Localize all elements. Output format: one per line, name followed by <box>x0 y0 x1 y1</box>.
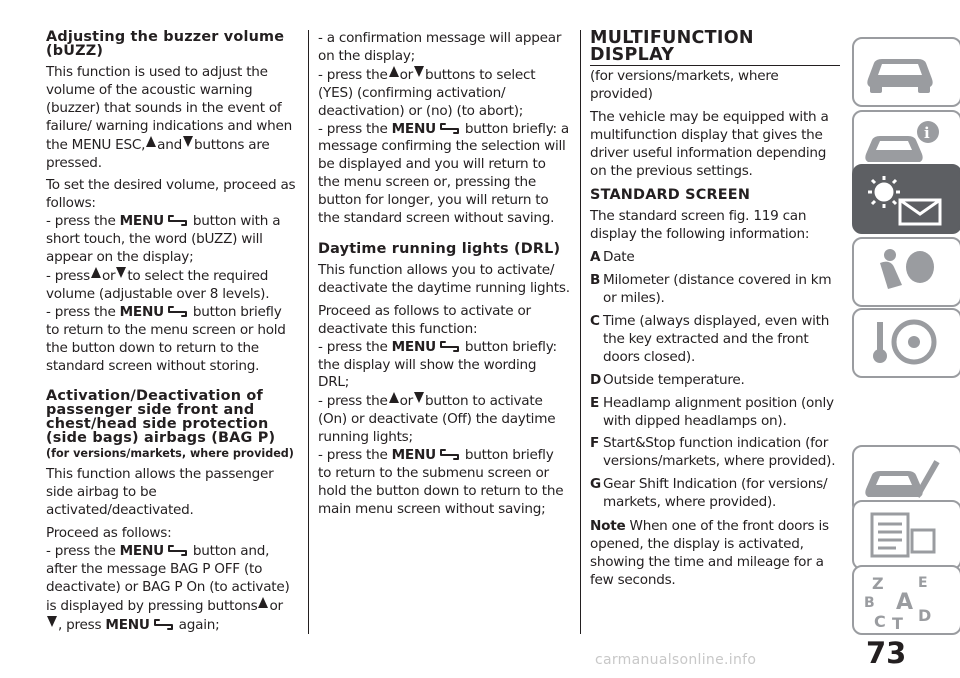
column-1 <box>46 30 298 635</box>
watermark: carmanualsonline.info <box>595 652 757 668</box>
down-arrow-icon <box>414 392 424 403</box>
note: Note When one of the front doors is opened, the display is activated, showing the time and mileage for a few seconds. <box>590 518 829 588</box>
paragraph: Proceed as follows: <box>46 525 172 542</box>
info-item <box>590 476 840 512</box>
svg-text:i: i <box>924 124 930 142</box>
step: - press the MENU button and, after the message BAG P OFF (to deactivate) or BAG P On (to activate) is displayed by pressing buttons or , press MENU again; <box>46 543 290 633</box>
item-letter: E <box>590 394 600 411</box>
up-arrow-icon <box>91 267 101 278</box>
item-text: Outside temperature. <box>603 371 745 388</box>
section-title-wrap <box>590 30 840 66</box>
tab-car-front[interactable] <box>852 37 960 107</box>
info-item <box>590 395 840 431</box>
paragraph: The standard screen fig. 119 can display the following information: <box>590 208 810 243</box>
paragraph: This function allows the passenger side airbag to be activated/deactivated. <box>46 466 274 519</box>
tab-index-list[interactable] <box>852 500 960 570</box>
subheading: (for versions/markets, where provided) <box>46 447 294 461</box>
index-letter: A <box>896 590 914 615</box>
step: - press the MENU button briefly: a message confirming the selection will be displayed and you will return to the menu screen or, pressing the button for longer, you will return to the standard screen without saving. <box>318 120 569 227</box>
item-text: Milometer (distance covered in km or miles). <box>603 272 832 307</box>
item-letter: C <box>590 312 600 329</box>
dashboard-lights-icon <box>862 172 952 230</box>
info-list <box>590 249 840 512</box>
down-arrow-icon <box>47 616 57 627</box>
info-item <box>590 313 840 367</box>
step: - press the or buttons to select (YES) (confirming activation/ deactivation) or (no) (to abort); <box>318 66 536 119</box>
index-letter: E <box>918 575 928 591</box>
menu-button-icon <box>167 544 189 556</box>
step: - press the MENU button briefly to return to the submenu screen or hold the button down to return to the main menu screen without saving; <box>318 447 564 517</box>
paragraph: The vehicle may be equipped with a multifunction display that gives the driver useful information depending on the previous settings. <box>590 108 829 179</box>
index-letter: B <box>864 595 875 611</box>
down-arrow-icon <box>183 136 193 147</box>
down-arrow-icon <box>116 267 126 278</box>
up-arrow-icon <box>389 392 399 403</box>
step: - press the or button to activate (On) or deactivate (Off) the daytime running lights; <box>318 393 556 446</box>
item-text: Time (always displayed, even with the key extracted and the front doors closed). <box>603 312 830 365</box>
column-divider <box>580 30 581 634</box>
index-letter: C <box>874 612 886 631</box>
item-letter: G <box>590 476 601 493</box>
item-letter: D <box>590 371 602 388</box>
index-letter: T <box>892 614 903 633</box>
column-3 <box>590 30 840 595</box>
item-letter: B <box>590 272 601 289</box>
item-text: Gear Shift Indication (for versions/ markets, where provided). <box>603 476 828 511</box>
column-2 <box>318 30 570 519</box>
step: - press the MENU button briefly to return to the menu screen or hold the button down to return to the standard screen without storing. <box>46 303 286 374</box>
info-item <box>590 272 840 308</box>
info-item <box>590 435 840 471</box>
item-text: Date <box>603 249 635 266</box>
item-letter: F <box>590 435 600 452</box>
item-text: Headlamp alignment position (only with dipped headlamps on). <box>603 394 834 429</box>
menu-button-icon <box>167 214 189 226</box>
tab-alphabet-index[interactable] <box>852 565 960 635</box>
up-arrow-icon <box>389 66 399 77</box>
paragraph: This function allows you to activate/ deactivate the daytime running lights. <box>318 261 570 296</box>
step: - press the MENU button with a short touch, the word (bUZZ) will appear on the display; <box>46 213 281 266</box>
alphabet-index-icon <box>862 573 942 633</box>
item-letter: A <box>590 249 601 266</box>
menu-button-icon <box>439 340 461 352</box>
airbag-seat-icon <box>862 245 942 297</box>
index-letter: Z <box>872 574 884 593</box>
chapter-tabs <box>852 0 960 678</box>
menu-button-icon <box>167 305 189 317</box>
car-front-icon <box>862 45 942 97</box>
key-steering-icon <box>862 316 942 368</box>
index-letter: D <box>918 606 932 625</box>
up-arrow-icon <box>258 597 268 608</box>
tab-key-steering[interactable] <box>852 308 960 378</box>
step: - press or to select the required volume (adjustable over 8 levels). <box>46 267 270 302</box>
paragraph: This function is used to adjust the volume of the acoustic warning (buzzer) that sounds in the event of failure/ warning indications and when the MENU ESC, and buttons are pressed. <box>46 64 292 171</box>
car-info-icon <box>862 118 942 170</box>
up-arrow-icon <box>146 136 156 147</box>
page-number: 73 <box>866 636 907 670</box>
info-item <box>590 372 840 390</box>
menu-button-icon <box>439 122 461 134</box>
heading-standard-screen: STANDARD SCREEN <box>590 187 751 204</box>
column-divider <box>308 30 309 634</box>
info-item <box>590 249 840 267</box>
down-arrow-icon <box>414 66 424 77</box>
index-list-icon <box>862 508 942 560</box>
paragraph: To set the desired volume, proceed as follows: <box>46 177 296 212</box>
heading-bag: Activation/Deactivation of passenger side front and chest/head side protection (side bags) airbags (BAG P) <box>46 388 276 447</box>
menu-button-icon <box>153 618 175 630</box>
paragraph: Proceed as follows to activate or deactivate this function: <box>318 302 531 337</box>
tab-dashboard-lights[interactable] <box>852 164 960 234</box>
heading-buzzer: Adjusting the buzzer volume (bUZZ) <box>46 29 285 59</box>
step: - press the MENU button briefly: the display will show the wording DRL; <box>318 338 557 391</box>
item-text: Start&Stop function indication (for versions/markets, where provided). <box>603 435 836 470</box>
heading-drl: Daytime running lights (DRL) <box>318 240 561 257</box>
step: - a confirmation message will appear on the display; <box>318 30 562 64</box>
section-title: MULTIFUNCTION DISPLAY <box>590 28 754 65</box>
menu-button-icon <box>439 448 461 460</box>
paragraph: (for versions/markets, where provided) <box>590 68 779 102</box>
car-tools-icon <box>862 453 942 505</box>
tab-airbag-seat[interactable] <box>852 237 960 307</box>
